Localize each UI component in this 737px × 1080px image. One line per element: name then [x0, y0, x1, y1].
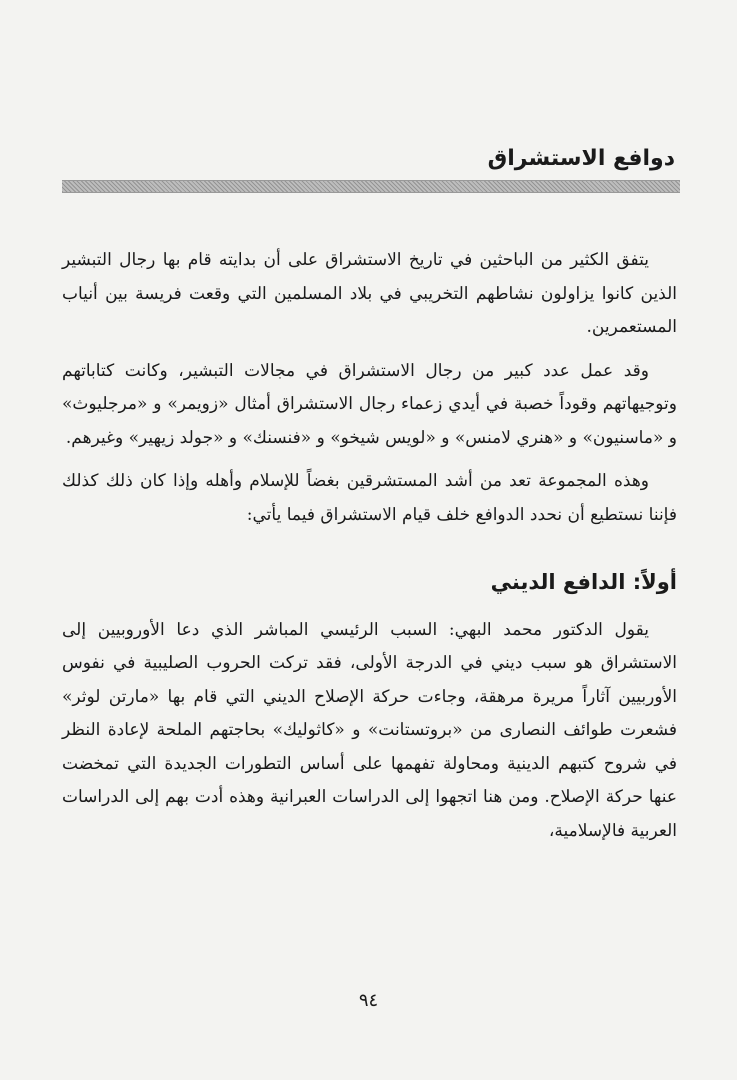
header-divider — [62, 180, 680, 193]
section-heading: أولاً: الدافع الديني — [490, 570, 677, 594]
paragraph-3: وهذه المجموعة تعد من أشد المستشرقين بغضاً للإسلام وأهله وإذا كان ذلك كذلك فإننا نستطيع أن نحدد الدوافع خلف قيام الاستشراق فيما يأتي: — [62, 471, 677, 525]
paragraph-2: وقد عمل عدد كبير من رجال الاستشراق في مجالات التبشير، وكانت كتاباتهم وتوجيهاتهم وقوداً خصبة في أيدي زعماء رجال الاستشراق أمثال «زويمر» و «مرجليوث» و «ماسنيون» و «هنري لامنس» و «لويس شيخو» و «فنسنك» و «جولد زيهير» وغيرهم. — [62, 360, 677, 448]
running-title: دوافع الاستشراق — [487, 146, 675, 171]
body-text — [62, 244, 677, 858]
paragraph-1: يتفق الكثير من الباحثين في تاريخ الاستشراق على أن بدايته قام بها رجال التبشير الذين كانوا يزاولون نشاطهم التخريبي في بلاد المسلمين التي وقعت فريسة بين أنياب المستعمرين. — [62, 250, 677, 337]
page-number: ٩٤ — [358, 990, 379, 1011]
paragraph-4: يقول الدكتور محمد البهي: السبب الرئيسي المباشر الذي دعا الأوروبيين إلى الاستشراق هو سبب ديني في الدرجة الأولى، فقد تركت الحروب الصليبية في نفوس الأوربيين آثاراً مريرة مرهقة، وجاءت حركة الإصلاح الديني التي قام بها «مارتن لوثر» فشعرت طوائف النصارى من «بروتستانت» و «كاثوليك» بحاجتهم الملحة لإعادة النظر في شروح كتبهم الدينية ومحاولة تفهمها على أساس التطورات الجديدة التي تمخضت عنها حركة الإصلاح. ومن هنا اتجهوا إلى الدراسات العبرانية وهذه أدت بهم إلى الدراسات العربية فالإسلامية، — [62, 619, 677, 841]
